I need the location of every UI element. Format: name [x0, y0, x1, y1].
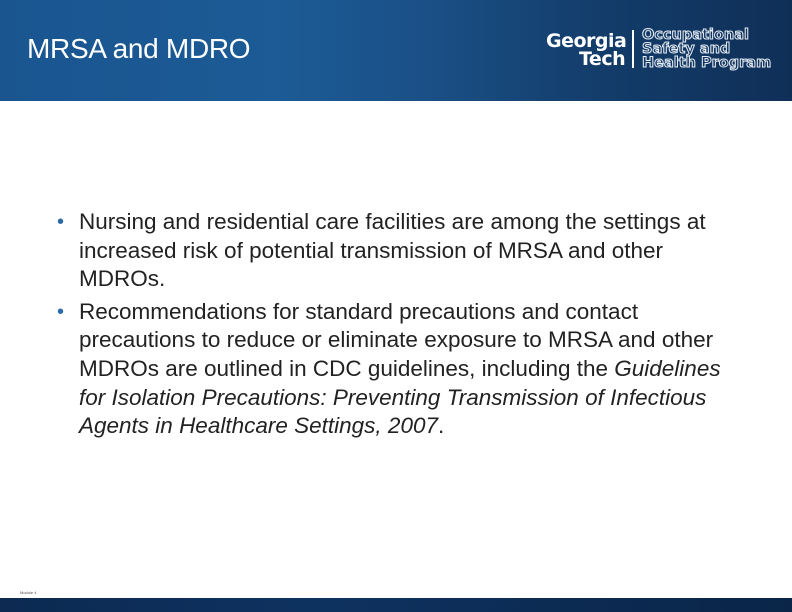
- program-line-1: Occupational: [642, 27, 749, 43]
- header-banner: [0, 0, 792, 101]
- bullet-text-2: Recommendations for standard precautions and contact precautions to reduce or eliminate exposure to MRSA and other MDROs are outlined in CDC guidelines, including the: [79, 298, 714, 381]
- bullet-item-1: [57, 208, 747, 294]
- footer-note: Module 4: [20, 590, 37, 595]
- logo-line-tech: Tech: [579, 48, 626, 70]
- bullet-item-2: [57, 298, 747, 441]
- bullet-list: [57, 208, 747, 445]
- program-line-3: Health Program: [642, 55, 772, 71]
- logo-line-georgia: Georgia: [546, 30, 627, 52]
- guideline-title: Guidelines for Isolation Precautions: Preventing Transmission of Infectious Agents in Healthcare Settings, 2007: [79, 355, 721, 439]
- bullet-icon: •: [57, 300, 65, 323]
- program-line-2: Safety and: [642, 41, 731, 57]
- georgia-tech-oshp-logo: [546, 28, 786, 73]
- footer-bar: [0, 598, 792, 612]
- logo-divider: [632, 30, 634, 68]
- bullet-text-2-end: .: [437, 413, 445, 439]
- bullet-text-1: Nursing and residential care facilities are among the settings at increased risk of potential transmission of MRSA and other MDROs.: [79, 209, 706, 292]
- bullet-icon: •: [57, 211, 65, 233]
- georgia-tech-wordmark: [546, 28, 628, 73]
- program-name: [642, 28, 788, 70]
- slide-title: MRSA and MDRO: [27, 33, 251, 64]
